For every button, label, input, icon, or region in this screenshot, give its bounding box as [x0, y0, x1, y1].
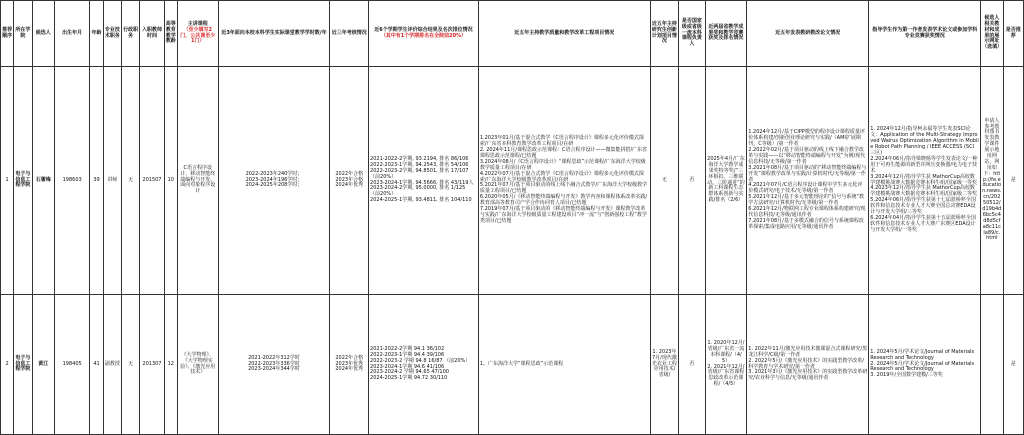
- cell-courses: 《大学物理》、《大学物理实验》、《激光应用技术》: [177, 295, 218, 435]
- cell-assessment: 2022年合格 2023年优秀 2024年优秀: [330, 295, 369, 435]
- col-link: 候选人相关教材和成果的展示网址（选填）: [981, 1, 1003, 67]
- col-seq: 推荐顺序: [1, 1, 14, 67]
- cell-name: 石蕾梅: [32, 67, 54, 295]
- cell-papers: 1.2024年12月/基于CIPP模型的程序设计课程质量评价体系构建/创新创业理论研究与实践/（AMI扩展期刊，C等级）/第一作者 2.2022年02月/基于项目驱动的线上线下融合教学改革与实践——以“移动智能终端编程与开发”为例/现代信息科技/无等级/第一作者 3.2021年08月/基于项目驱动的“移动智能终端编程与开发”课程教学改革与实践/计算机时代/无等级/第一作者 4.2021年07月/C语言程序设计课程中学生多元化评价模式研究/电子技术/无等级/第一作者 5.2021年12月/基于多元智能理论的“信号与系统”教学方法研究/计算机时代/无等级/第一作者 6.2021年12月/物联网工程专业课程体系构建研究/现代信息科技/无等级/通讯作者 7.2021年08月/基于多模式融合的信号与系统课程改革探索/集成电路应用/无等级/通讯作者: [747, 67, 869, 295]
- cell-eval: 2021-2022-2学期, 93.2194, 排名 86/106 2022-2023-1学期, 94.2543, 排名 54/106 2022-2023-2学期, 94.8501, 排名 17/107 （前20%） 2023-2024-1学期, 94.5666, 排名 43/119人 2023-2024-2学期, 95.0000, 排名 1/125 （前20%） 2024-2025-1学期, 93.4811, 排名 104/110: [369, 67, 479, 295]
- col-courses: [177, 1, 218, 67]
- courses-header-label: 主讲课程: [187, 20, 208, 27]
- col-age: 年龄: [90, 1, 103, 67]
- col-birth: 出生年月: [54, 1, 90, 67]
- col-assessment: 近三年考核情况: [330, 1, 369, 67]
- cell-courses: C语言程序设计、移动智能终端编程与开发、面向对象程序设计: [177, 67, 218, 295]
- cell-competition: 1. 2020年12月/省级/广东省一流本科课程/（4/5） 2. 2021年12月/省级/广东省课程思政改革示范课程/（4/5）: [705, 295, 747, 435]
- header-row: [1, 1, 1024, 67]
- col-teach-years: 高等教育教学教龄: [164, 1, 177, 67]
- table-row: [1, 67, 1024, 295]
- cell-papers: 1. 2022年11月/激光应用技术微课混合式课程研究/黑龙江科学/C级/第一作者 2. 2022年5月/《激光应用技术》的实践型教学改革/科学教育与学术研究/第一作者 3. 2021年3月/《激光应用技术》的实践型教学改革研究/农业科学与信息/无等级/通讯作者: [747, 295, 869, 435]
- col-papers: 近五年发表教研教改论文情况: [747, 1, 869, 67]
- col-entry-date: 入职教师时间: [140, 1, 164, 67]
- cell-link: 申请人参考教材图书发表教学课件展示地址网站，网址如下：http://fe.education.news.cn/20250512/d19b4d6bc5c4d8d5cfa8c11cla89/c.html: [981, 67, 1003, 295]
- cell-hours: 2022-2023年240学时； 2023-2024年196学时； 2024-2025年208学时；: [218, 67, 330, 295]
- col-college: 所在学院: [14, 1, 32, 67]
- cell-hours: 2021-2022年312学时 2022-2023年336学时 2023-2024年344学时: [218, 295, 330, 435]
- cell-college: 电子与信息工程学院: [14, 67, 32, 295]
- cell-entry-date: 201507: [140, 67, 164, 295]
- cell-seq: 2: [1, 295, 14, 435]
- col-national: 是否国家级或省级一流本科课程负责人: [679, 1, 705, 67]
- cell-national: 否: [679, 67, 705, 295]
- cell-title: 副教授: [103, 295, 121, 435]
- cell-reform: 1、广东海洋大学“课程思政”示范课程: [478, 295, 650, 435]
- cell-birth: 198603: [54, 67, 90, 295]
- cell-link: [981, 295, 1003, 435]
- col-recommend: 是否推荐: [1003, 1, 1024, 67]
- cell-age: 39: [90, 67, 103, 295]
- col-reform: 近五年主持教学质量和教学改革工程项目情况: [478, 1, 650, 67]
- cell-teach-years: 10: [164, 67, 177, 295]
- cell-birth: 198405: [54, 295, 90, 435]
- cell-competition: 2025年4月/广东海洋大学教学成果奖特等奖/“三环相扣、三维联动、三阶递进”的新工科课程生态群体系创新与实践/排名（2/6）: [705, 67, 747, 295]
- cell-assessment: 2022年合格 2023年合格 2024年优秀: [330, 67, 369, 295]
- col-name: 候选人: [32, 1, 54, 67]
- col-admin: 行政职务: [121, 1, 139, 67]
- col-competition: 近两届省教学成果奖和教学竞赛获奖及排名情况: [705, 1, 747, 67]
- cell-college: 电子与信息工程学院: [14, 295, 32, 435]
- cell-entry-date: 201307: [140, 295, 164, 435]
- col-guidance: 指导学生作为第一作者发表学术论文或参加学科专业竞赛获奖情况: [869, 1, 981, 67]
- cell-title: 讲师: [103, 67, 121, 295]
- cell-name: 黄江: [32, 295, 54, 435]
- cell-eval: 2021-2022-2学期 94.1 36/102 2022-2023-1学期 94.4 39/106 2022-2023-2 学期 94.8 16/87 （前20%） 2023-2024-1学期 94.6 41/106 2023-2024-2 学期 94.65 47/100 2024-2025-1学期 94.72 30/110: [369, 295, 479, 435]
- cell-admin: 无: [121, 67, 139, 295]
- cell-national: 否: [679, 295, 705, 435]
- col-title: 专业技术职务: [103, 1, 121, 67]
- eval-header-label: 近6个学期学生评价综合结果及名次排位情况: [374, 26, 473, 33]
- cell-research: 无: [650, 67, 678, 295]
- table-row: [1, 295, 1024, 435]
- cell-guidance: 1. 2024年12月/指导柯永福等学生发表SCI论文：Application of the Multi-Strategy Improved Walrus Optimization Algorithm in Mobile Robot Path Planning / IEEE ACCESS (SCI 三区) 2.2024年06月/指导梁晓杨等学生发表论文/一种用于可再生能源的新型并网压变换器/电力电子技术 3.2024年12月/指导学生获 MathorCup高校数学建模挑战赛大数据竞赛本科生组/国家级一等奖 4.2023年12月/指导学生获 MathorCup高校数学建模挑战赛大数据竞赛本科生组/国家级二等奖 5.2024年06月/指导学生获第十七届蓝桥杯全国软件和信息技术专业人才大赛全国总决赛EDA设计与开发大学组/三等奖 6.2024年04月/指导学生获第十五届蓝桥杯全国软件和信息技术专业人才大赛广东赛区EDA设计与开发大学组/一等奖: [869, 67, 981, 295]
- cell-seq: 1: [1, 67, 14, 295]
- col-hours: 近3年面向本校本科学生实际课堂教学学时数/年: [218, 1, 330, 67]
- cell-reform: 1.2023年01月/基于混合式教学《C语言程序设计》课程多元化评价模式探索/广东省本科教育教学改革工程项目/在研 2. 2024年11月/课程思政示范课程：C语言程序设计——微集能拼搭/广东省课程思政示范课程/已结题 3.2024年08月/《C语言程序设计》“课程思政”示范课程/广东海洋大学校级教学质量工程项目/在研 4.2022年07月/基于混合式教学《C语言程序设计》课程多元化评价模式探索/广东海洋大学校级教学改革项目/在研 5.2021年07月/基于项目驱动的线上线下融合式教学/广东海洋大学校级教学质量工程项目/已结题 6.2020年05月/《移动智能终端编程与开发》教学内容和课程体系改革实践/教育部高等教育司产学合作协同育人项目/已结题 7.2019年07月/基于项目驱动的《移动智能终端编程与开发》课程教学改革与实践/广东海洋大学校级质量工程建设项目“冲一流”与“创新强校工程”教学类项目/已结题: [478, 67, 650, 295]
- cell-guidance: 1. 2024年5月/学术论文/Journal of Materials Research and Technology 2. 2024年5月/学术论文/Journal of Materials Research and Technology 3. 2019年/全国数学建模/三等奖: [869, 295, 981, 435]
- cell-recommend: 是: [1003, 67, 1024, 295]
- courses-header-note: （至少填写2门，公共课至少1门）: [180, 26, 216, 45]
- cell-research: 1. 2023年7月/现代激光农业工程应用技术/省级/: [650, 295, 678, 435]
- cell-teach-years: 12: [164, 295, 177, 435]
- cell-age: 41: [90, 295, 103, 435]
- col-research: 近五年主持研究生创新计划项目情况: [650, 1, 678, 67]
- cell-admin: 无: [121, 295, 139, 435]
- col-eval: [369, 1, 479, 67]
- cell-recommend: 是: [1003, 295, 1024, 435]
- eval-header-note: （其中有1个学期排名在全院前20%）: [380, 32, 467, 39]
